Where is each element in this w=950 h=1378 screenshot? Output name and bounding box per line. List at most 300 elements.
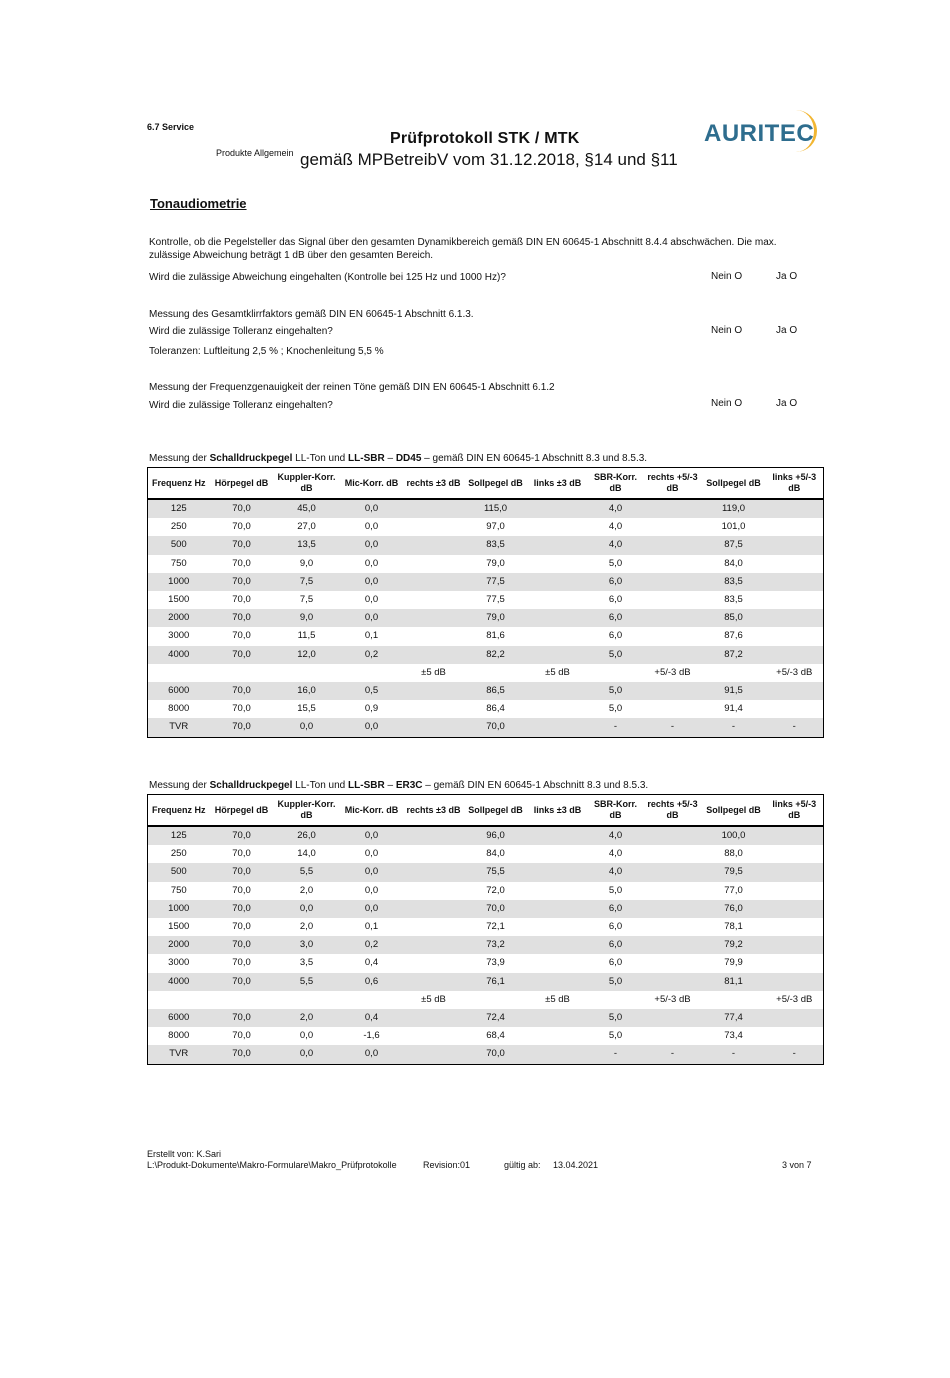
table-cell xyxy=(644,591,702,609)
table-cell: 250 xyxy=(170,521,187,533)
table-cell xyxy=(766,826,824,845)
table-cell xyxy=(766,536,824,554)
table-cell: 83,5 xyxy=(464,536,528,554)
table-cell: 70,0 xyxy=(232,848,251,860)
department-label: Produkte Allgemein xyxy=(216,148,294,158)
table-cell: 119,0 xyxy=(702,499,766,518)
table-cell xyxy=(404,718,464,737)
table-cell: 70,0 xyxy=(210,609,274,627)
table-cell: 70,0 xyxy=(210,573,274,591)
table-cell: 7,5 xyxy=(274,573,340,591)
table-cell: 100,0 xyxy=(702,826,766,845)
table-row xyxy=(148,591,824,609)
table-cell xyxy=(404,682,464,700)
table-cell: 500 xyxy=(148,536,210,554)
table-cell: 1500 xyxy=(168,921,190,933)
table-cell: - xyxy=(644,718,702,737)
table-cell: 0,0 xyxy=(340,609,404,627)
table-cell xyxy=(528,555,588,573)
table-cell: 1500 xyxy=(168,594,190,606)
table-cell xyxy=(644,518,702,536)
table-cell xyxy=(404,973,464,991)
table-cell: 1000 xyxy=(148,573,210,591)
table-cell: 5,5 xyxy=(274,863,340,881)
table-cell: +5/-3 dB xyxy=(776,666,813,678)
table-row xyxy=(148,1027,824,1045)
check-2-yes-option[interactable]: Ja O xyxy=(776,325,798,336)
table-cell xyxy=(528,863,588,881)
table-cell: 2,0 xyxy=(299,884,314,896)
table-row xyxy=(148,845,824,863)
table-cell: 27,0 xyxy=(297,521,316,533)
table-cell: 87,5 xyxy=(702,536,766,554)
table-cell xyxy=(766,555,824,573)
footer-revision: Revision:01 xyxy=(423,1160,471,1170)
table-cell: 4,0 xyxy=(588,826,644,845)
table-cell: 70,0 xyxy=(210,682,274,700)
table-cell: 79,9 xyxy=(724,957,743,969)
table-cell: 6,0 xyxy=(588,573,644,591)
table-cell: 83,5 xyxy=(724,594,743,606)
table-cell: ±5 dB xyxy=(545,993,570,1005)
table-cell xyxy=(528,918,588,936)
table-cell: 0,0 xyxy=(340,900,404,918)
column-header: Mic-Korr. dB xyxy=(340,468,404,500)
table-cell: 70,0 xyxy=(210,718,274,737)
table-cell xyxy=(644,900,702,918)
table-cell xyxy=(644,954,702,972)
table-cell xyxy=(644,826,702,845)
table-row xyxy=(148,991,824,1009)
table-cell xyxy=(404,1009,464,1027)
column-header: links +5/-3 dB xyxy=(766,468,824,500)
table-cell xyxy=(148,991,210,1009)
caption-text: LL-Ton und xyxy=(292,780,349,791)
table-cell: 79,0 xyxy=(486,557,505,569)
table-header-row xyxy=(148,795,824,827)
table-cell: 8000 xyxy=(168,1030,190,1042)
caption-bold: Schalldruckpegel xyxy=(209,453,293,464)
table-row xyxy=(148,918,824,936)
table-cell xyxy=(766,591,824,609)
table-cell: 4,0 xyxy=(588,863,644,881)
table-cell: +5/-3 dB xyxy=(654,993,691,1005)
table-cell xyxy=(644,1009,702,1027)
table-cell: - xyxy=(766,718,824,737)
table-cell xyxy=(528,900,588,918)
caption-bold: Schalldruckpegel xyxy=(209,780,293,791)
table-cell: 70,0 xyxy=(210,1009,274,1027)
table-cell: 4,0 xyxy=(588,536,644,554)
table-cell xyxy=(766,900,824,918)
table-cell: 70,0 xyxy=(210,1045,274,1064)
table-cell: 68,4 xyxy=(486,1030,505,1042)
table-cell: ±5 dB xyxy=(421,993,446,1005)
table-cell: 6000 xyxy=(148,682,210,700)
table-cell: 5,0 xyxy=(608,557,623,569)
table-cell xyxy=(528,845,588,863)
table-cell: 73,4 xyxy=(724,1030,743,1042)
table-cell xyxy=(404,700,464,718)
table-row xyxy=(148,646,824,664)
table-cell: 0,0 xyxy=(364,557,379,569)
column-header: SBR-Korr. dB xyxy=(588,468,644,500)
check-1-yes-option[interactable]: Ja O xyxy=(776,271,798,282)
table-cell xyxy=(404,591,464,609)
table-row xyxy=(148,627,824,645)
table-cell: - xyxy=(702,718,766,737)
table-cell xyxy=(404,555,464,573)
table-cell xyxy=(404,1027,464,1045)
table-cell xyxy=(644,555,702,573)
table-cell xyxy=(644,1027,702,1045)
table-cell: 0,0 xyxy=(340,863,404,881)
table-cell: 87,2 xyxy=(702,646,766,664)
table-cell: 72,0 xyxy=(486,884,505,896)
table-cell: 0,2 xyxy=(340,936,404,954)
table-row xyxy=(148,499,824,518)
table-cell xyxy=(404,646,464,664)
table-cell: 6,0 xyxy=(588,609,644,627)
table-cell: 0,0 xyxy=(340,1045,404,1064)
table-cell: 97,0 xyxy=(486,521,505,533)
table-cell: 91,4 xyxy=(724,703,743,715)
table-2-caption xyxy=(149,780,648,791)
table-cell xyxy=(644,627,702,645)
table-cell xyxy=(644,700,702,718)
table-cell: 0,6 xyxy=(340,973,404,991)
table-cell: 70,0 xyxy=(232,1030,251,1042)
table-cell xyxy=(644,682,702,700)
table-cell: 14,0 xyxy=(297,848,316,860)
check-3-text: Messung der Frequenzgenauigkeit der reinen Töne gemäß DIN EN 60645-1 Abschnitt 6.1.2 xyxy=(149,382,555,393)
table-cell: 70,0 xyxy=(232,703,251,715)
check-2-note: Toleranzen: Luftleitung 2,5 % ; Knochenleitung 5,5 % xyxy=(149,346,384,357)
table-cell: 0,9 xyxy=(364,703,379,715)
table-row xyxy=(148,718,824,737)
footer-path: L:\Produkt-Dokumente\Makro-Formulare\Makro_Prüfprotokolle xyxy=(147,1160,397,1170)
logo-text: AURITEC xyxy=(704,120,815,147)
table-cell: - xyxy=(644,1045,702,1064)
measurement-table-dd45 xyxy=(147,467,824,738)
table-cell: 0,0 xyxy=(299,1030,314,1042)
table-cell: 45,0 xyxy=(274,499,340,518)
table-row xyxy=(148,863,824,881)
table-cell: 72,1 xyxy=(486,921,505,933)
check-1-question: Wird die zulässige Abweichung eingehalten (Kontrolle bei 125 Hz und 1000 Hz)? xyxy=(149,272,506,283)
table-cell: 77,0 xyxy=(724,884,743,896)
table-row xyxy=(148,664,824,682)
check-3-no-option[interactable]: Nein O xyxy=(711,398,743,409)
table-cell: 3,0 xyxy=(274,936,340,954)
table-cell: 4,0 xyxy=(608,521,623,533)
table-row xyxy=(148,1045,824,1064)
table-cell xyxy=(274,664,340,682)
table-row xyxy=(148,573,824,591)
column-header: Sollpegel dB xyxy=(702,468,766,500)
table-cell xyxy=(404,627,464,645)
table-cell: 70,0 xyxy=(232,557,251,569)
table-cell: 2,0 xyxy=(274,1009,340,1027)
table-cell: - xyxy=(766,1045,824,1064)
table-cell: 0,0 xyxy=(364,884,379,896)
check-2-question: Wird die zulässige Tolleranz eingehalten? xyxy=(149,326,333,337)
table-cell: 6,0 xyxy=(608,630,623,642)
table-cell: 70,0 xyxy=(210,826,274,845)
table-cell: 88,0 xyxy=(724,848,743,860)
column-header: Frequenz Hz xyxy=(148,795,210,827)
table-cell xyxy=(702,664,766,682)
caption-device: ER3C xyxy=(395,780,423,791)
table-cell: 15,5 xyxy=(297,703,316,715)
caption-bold: LL-SBR xyxy=(348,453,385,464)
footer-valid-date: 13.04.2021 xyxy=(553,1160,599,1170)
table-cell: ±5 dB xyxy=(545,666,570,678)
table-cell: 4,0 xyxy=(608,848,623,860)
table-cell: 0,0 xyxy=(340,499,404,518)
document-subtitle: gemäß MPBetreibV vom 31.12.2018, §14 und §11 xyxy=(300,150,678,169)
column-header: rechts ±3 dB xyxy=(404,795,464,827)
table-cell: 6,0 xyxy=(608,921,623,933)
column-header: SBR-Korr. dB xyxy=(588,795,644,827)
caption-text: – xyxy=(384,453,396,464)
table-row xyxy=(148,609,824,627)
table-cell: 81,6 xyxy=(486,630,505,642)
table-cell xyxy=(274,991,340,1009)
table-row xyxy=(148,882,824,900)
table-cell: 91,5 xyxy=(702,682,766,700)
document-title: Prüfprotokoll STK / MTK xyxy=(390,130,580,147)
column-header: links ±3 dB xyxy=(528,795,588,827)
table-cell: 81,1 xyxy=(702,973,766,991)
table-cell: 70,0 xyxy=(232,921,251,933)
table-cell xyxy=(404,536,464,554)
table-cell: 0,0 xyxy=(364,521,379,533)
table-cell: 0,1 xyxy=(364,630,379,642)
footer-created-by: Erstellt von: K.Sari xyxy=(147,1149,222,1159)
table-cell: 70,0 xyxy=(210,900,274,918)
table-cell: 3,5 xyxy=(299,957,314,969)
caption-device: DD45 xyxy=(395,453,422,464)
table-cell: 2,0 xyxy=(299,921,314,933)
table-cell xyxy=(644,536,702,554)
table-cell: 9,0 xyxy=(299,557,314,569)
table-cell: 73,9 xyxy=(486,957,505,969)
column-header: Sollpegel dB xyxy=(464,468,528,500)
table-cell: 70,0 xyxy=(210,646,274,664)
table-header-row xyxy=(148,468,824,500)
table-cell xyxy=(528,700,588,718)
table-cell: 16,0 xyxy=(274,682,340,700)
table-cell xyxy=(404,1045,464,1064)
table-cell: -1,6 xyxy=(363,1030,380,1042)
table-cell xyxy=(644,973,702,991)
table-row xyxy=(148,900,824,918)
section-label: 6.7 Service xyxy=(147,122,195,132)
table-cell: 12,0 xyxy=(274,646,340,664)
check-3-question: Wird die zulässige Tolleranz eingehalten? xyxy=(149,400,333,411)
table-cell: 26,0 xyxy=(274,826,340,845)
table-cell: TVR xyxy=(148,718,210,737)
caption-text: LL-Ton und xyxy=(292,453,349,464)
table-cell xyxy=(528,499,588,518)
table-cell: 70,0 xyxy=(464,900,528,918)
check-2-no-option[interactable]: Nein O xyxy=(711,325,743,336)
table-cell: 4000 xyxy=(148,646,210,664)
table-cell xyxy=(528,1027,588,1045)
table-cell: TVR xyxy=(148,1045,210,1064)
table-cell: 500 xyxy=(148,863,210,881)
table-cell: ±5 dB xyxy=(421,666,446,678)
check-3-yes-option[interactable]: Ja O xyxy=(776,398,798,409)
table-cell: 5,0 xyxy=(588,1009,644,1027)
table-cell xyxy=(766,845,824,863)
table-cell: 84,0 xyxy=(724,557,743,569)
table-cell: 70,0 xyxy=(210,936,274,954)
table-row xyxy=(148,1009,824,1027)
table-cell: +5/-3 dB xyxy=(654,666,691,678)
table-cell xyxy=(404,954,464,972)
table-row xyxy=(148,682,824,700)
table-cell: 6,0 xyxy=(608,594,623,606)
table-cell: 6000 xyxy=(148,1009,210,1027)
table-cell: 5,0 xyxy=(608,703,623,715)
table-cell: 73,2 xyxy=(464,936,528,954)
table-row xyxy=(148,826,824,845)
table-cell xyxy=(766,936,824,954)
table-cell: 7,5 xyxy=(299,594,314,606)
table-cell: 6,0 xyxy=(588,936,644,954)
table-cell xyxy=(528,518,588,536)
table-cell xyxy=(528,591,588,609)
table-1-caption xyxy=(149,453,647,464)
table-cell xyxy=(404,826,464,845)
table-cell: 70,0 xyxy=(232,594,251,606)
table-row xyxy=(148,954,824,972)
column-header: Kuppler-Korr. dB xyxy=(274,468,340,500)
table-row xyxy=(148,536,824,554)
table-cell: 70,0 xyxy=(464,718,528,737)
table-cell xyxy=(404,518,464,536)
table-cell xyxy=(148,664,210,682)
table-cell: 750 xyxy=(170,884,187,896)
table-cell xyxy=(404,882,464,900)
table-cell: 85,0 xyxy=(702,609,766,627)
table-cell: 2000 xyxy=(148,936,210,954)
table-cell xyxy=(644,936,702,954)
table-cell xyxy=(766,627,824,645)
table-cell xyxy=(588,664,644,682)
table-cell: 5,0 xyxy=(588,973,644,991)
table-cell: 0,0 xyxy=(364,848,379,860)
table-cell: 0,0 xyxy=(364,594,379,606)
table-cell xyxy=(766,1027,824,1045)
table-cell xyxy=(528,573,588,591)
table-cell: 87,6 xyxy=(724,630,743,642)
table-cell: - xyxy=(588,718,644,737)
caption-text: Messung der xyxy=(149,780,210,791)
column-header: Sollpegel dB xyxy=(464,795,528,827)
table-cell xyxy=(766,518,824,536)
check-1-text: Kontrolle, ob die Pegelsteller das Signal über den gesamten Dynamikbereich gemäß DIN EN 60645-1 Abschnitt 8.4.4 abschwächen. Die max. zulässige Abweichung beträgt 1 dB über den gesamten Bereich. xyxy=(149,237,777,261)
table-row xyxy=(148,555,824,573)
table-cell xyxy=(528,936,588,954)
table-cell xyxy=(644,863,702,881)
table-cell xyxy=(766,1009,824,1027)
table-cell: 0,0 xyxy=(340,718,404,737)
table-cell: 76,1 xyxy=(464,973,528,991)
caption-bold: LL-SBR xyxy=(348,780,385,791)
column-header: links +5/-3 dB xyxy=(766,795,824,827)
column-header: Frequenz Hz xyxy=(148,468,210,500)
table-cell xyxy=(766,682,824,700)
table-cell: 70,0 xyxy=(210,863,274,881)
table-cell: 5,0 xyxy=(608,884,623,896)
table-cell: 0,2 xyxy=(340,646,404,664)
column-header: Hörpegel dB xyxy=(210,795,274,827)
table-row xyxy=(148,518,824,536)
table-cell: 0,0 xyxy=(274,1045,340,1064)
table-cell: - xyxy=(588,1045,644,1064)
table-cell: 70,0 xyxy=(210,536,274,554)
table-cell xyxy=(528,646,588,664)
table-cell: 2000 xyxy=(148,609,210,627)
table-cell: 1000 xyxy=(148,900,210,918)
table-cell: 5,0 xyxy=(588,682,644,700)
table-cell: 77,5 xyxy=(464,573,528,591)
footer-page-number: 3 von 7 xyxy=(782,1160,812,1170)
table-cell xyxy=(766,700,824,718)
table-cell xyxy=(766,573,824,591)
table-cell xyxy=(766,499,824,518)
auritec-logo xyxy=(704,110,816,158)
table-cell xyxy=(766,882,824,900)
table-cell xyxy=(404,900,464,918)
table-cell: 125 xyxy=(148,826,210,845)
table-cell: 5,0 xyxy=(608,1030,623,1042)
table-cell xyxy=(644,609,702,627)
measurement-table-er3c xyxy=(147,794,824,1065)
table-cell: 750 xyxy=(170,557,187,569)
table-cell xyxy=(528,1009,588,1027)
table-cell xyxy=(340,991,404,1009)
table-cell xyxy=(766,646,824,664)
table-cell xyxy=(766,918,824,936)
table-cell xyxy=(528,609,588,627)
table-cell xyxy=(766,954,824,972)
table-cell: 4000 xyxy=(148,973,210,991)
table-cell xyxy=(404,936,464,954)
table-cell xyxy=(644,646,702,664)
table-cell xyxy=(528,954,588,972)
table-cell: 0,5 xyxy=(340,682,404,700)
table-cell: 79,2 xyxy=(702,936,766,954)
table-cell xyxy=(528,826,588,845)
column-header: links ±3 dB xyxy=(528,468,588,500)
table-cell: +5/-3 dB xyxy=(776,993,813,1005)
check-1-no-option[interactable]: Nein O xyxy=(711,271,743,282)
table-cell: 72,4 xyxy=(464,1009,528,1027)
table-cell xyxy=(528,536,588,554)
table-cell xyxy=(766,609,824,627)
caption-text: – xyxy=(384,780,396,791)
caption-text: – gemäß DIN EN 60645-1 Abschnitt 8.3 und 8.5.3. xyxy=(422,780,649,791)
table-cell xyxy=(644,918,702,936)
table-cell: 250 xyxy=(170,848,187,860)
table-cell: 0,0 xyxy=(340,573,404,591)
table-cell: 4,0 xyxy=(588,499,644,518)
table-row xyxy=(148,936,824,954)
